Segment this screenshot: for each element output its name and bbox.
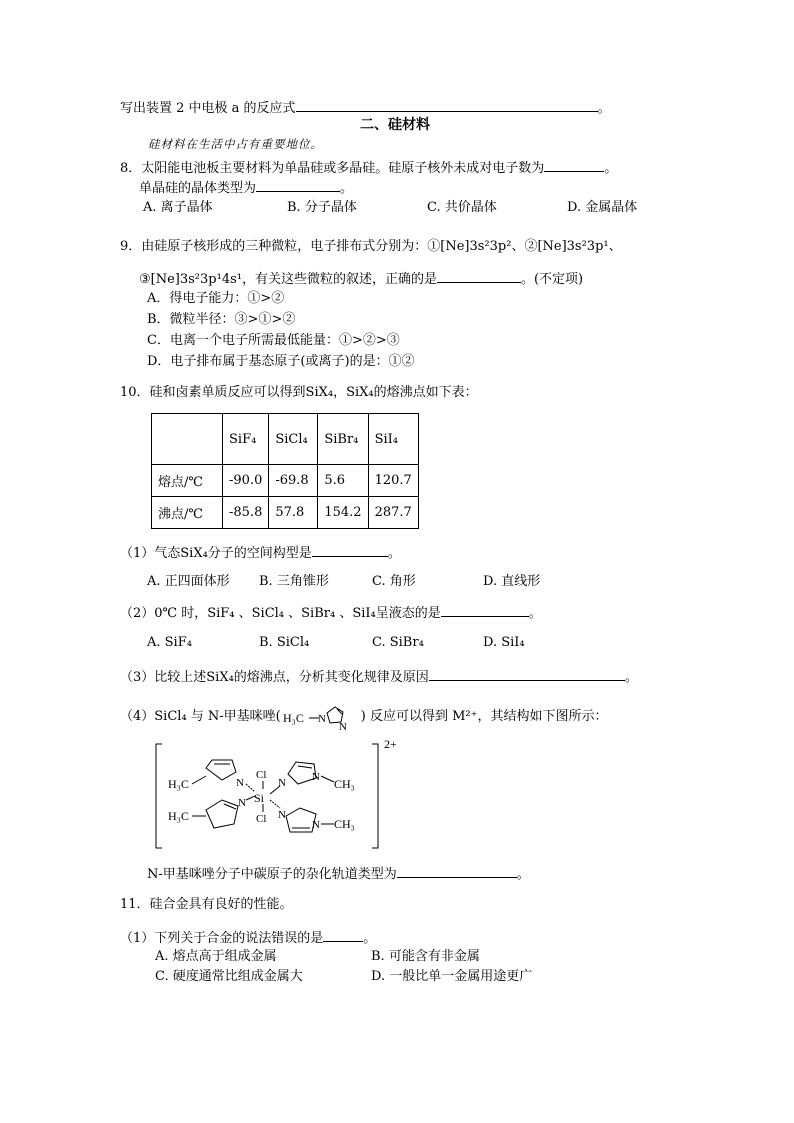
q10-sub4-question: [147, 864, 530, 884]
methyl-label: CH₃: [334, 777, 355, 791]
q11-sub1-blank[interactable]: [323, 928, 363, 942]
q9-option-b[interactable]: B．微粒半径：③>①>②: [147, 312, 296, 327]
q9-text: ③[Ne]3s²3p¹4s¹，有关这些微粒的叙述，正确的是: [139, 272, 437, 287]
n-label: N: [278, 809, 286, 821]
q10-sub2-blank[interactable]: [441, 603, 529, 617]
q10-sub2-option-b[interactable]: B. SiCl₄: [259, 635, 310, 650]
q10-sub1-text: （1）气态SiX₄分子的空间构型是: [120, 546, 312, 561]
table-cell: 154.2: [318, 497, 368, 529]
q11-option-a[interactable]: A. 熔点高于组成金属: [155, 949, 277, 964]
q10-sub2: [120, 603, 542, 623]
table-header-cell: SiI₄: [368, 414, 418, 465]
cl-label: Cl: [256, 769, 267, 781]
q10-sub1-option-c[interactable]: C. 角形: [372, 574, 416, 589]
methyl-label: H₃C: [168, 777, 189, 791]
table-cell: -85.8: [223, 497, 269, 529]
q11-option-d[interactable]: D. 一般比单一金属用途更广: [371, 969, 533, 984]
q8-blank-2[interactable]: [256, 178, 340, 192]
q10-line1: 10．硅和卤素单质反应可以得到SiX₄，SiX₄的熔沸点如下表：: [120, 385, 478, 400]
q9-option-d[interactable]: D．电子排布属于基态原子(或离子)的是：①②: [147, 354, 415, 369]
q8-end2: 。: [340, 181, 354, 196]
q10-sub3-end: 。: [624, 670, 638, 685]
q9-option-a[interactable]: A．得电子能力：①>②: [147, 291, 285, 306]
q10-sub3-text: （3）比较上述SiX₄的熔沸点，分析其变化规律及原因: [120, 670, 429, 685]
table-header-cell: SiCl₄: [269, 414, 318, 465]
section-note: 硅材料在生活中占有重要地位。: [148, 137, 323, 151]
device2-question: [120, 98, 611, 118]
q8-option-b[interactable]: B. 分子晶体: [287, 200, 357, 215]
q10-sub2-option-c[interactable]: C. SiBr₄: [372, 635, 424, 650]
table-cell: 287.7: [368, 497, 418, 529]
q8-option-c[interactable]: C. 共价晶体: [427, 200, 497, 215]
table-row: [152, 465, 419, 497]
melting-boiling-table: [151, 413, 419, 529]
n-label: N: [317, 712, 326, 725]
n-label: N: [238, 797, 246, 809]
q8-text2: 单晶硅的晶体类型为: [139, 181, 257, 196]
q9-end: 。(不定项): [520, 272, 584, 287]
table-cell: -69.8: [269, 465, 318, 497]
table-cell: 熔点/℃: [152, 465, 223, 497]
q8-line1: [120, 158, 617, 178]
n-label: N: [312, 819, 320, 831]
table-cell: 5.6: [318, 465, 368, 497]
q11-option-c[interactable]: C. 硬度通常比组成金属大: [155, 969, 303, 984]
table-header-cell: [152, 414, 223, 465]
q9-line1: 9．由硅原子核形成的三种微粒，电子排布式分别为：①[Ne]3s²3p²、②[Ne]3s²3p¹、: [120, 239, 622, 254]
q10-sub1-blank[interactable]: [312, 543, 388, 557]
table-header-row: [152, 414, 419, 465]
q10-sub1-option-a[interactable]: A. 正四面体形: [147, 574, 230, 589]
q9-blank[interactable]: [437, 269, 521, 283]
q10-sub3-blank[interactable]: [429, 667, 625, 681]
device2-answer-blank[interactable]: [296, 98, 598, 112]
cl-label: Cl: [256, 813, 267, 825]
table-cell: 57.8: [269, 497, 318, 529]
q10-sub4-text-b: ) 反应可以得到 M²⁺，其结构如下图所示：: [360, 709, 608, 724]
table-row: [152, 497, 419, 529]
q10-sub3: [120, 667, 638, 687]
n-methylimidazole-structure: [281, 701, 361, 731]
q9-line2: [139, 269, 583, 289]
q10-sub1-option-d[interactable]: D. 直线形: [483, 574, 541, 589]
m2-complex-structure: [150, 736, 400, 856]
q10-sub1-option-b[interactable]: B. 三角锥形: [259, 574, 329, 589]
q8-option-d[interactable]: D. 金属晶体: [567, 200, 638, 215]
q8-text: 8．太阳能电池板主要材料为单晶硅或多晶硅。硅原子核外未成对电子数为: [120, 161, 545, 176]
n-label: N: [278, 777, 286, 789]
charge-label: 2+: [384, 737, 397, 751]
q10-sub4: [120, 708, 608, 731]
q10-sub2-option-d[interactable]: D. SiI₄: [483, 635, 525, 650]
q10-sub4-end: 。: [516, 867, 530, 882]
q8-blank-1[interactable]: [544, 158, 604, 172]
table-cell: 120.7: [368, 465, 418, 497]
q11-line1: 11．硅合金具有良好的性能。: [120, 897, 293, 912]
q10-sub4-q-text: N-甲基咪唑分子中碳原子的杂化轨道类型为: [147, 867, 397, 882]
q11-sub1: [120, 928, 376, 948]
q11-sub1-end: 。: [363, 931, 377, 946]
device2-text: 写出装置 2 中电极 a 的反应式: [120, 101, 296, 116]
q8-line2: [139, 178, 353, 198]
n-label: N: [338, 720, 347, 731]
q10-sub1: [120, 543, 401, 563]
section-title: 二、硅材料: [360, 117, 430, 133]
q10-sub4-text-a: （4）SiCl₄ 与 N-甲基咪唑(: [120, 709, 281, 724]
q8-option-a[interactable]: A. 离子晶体: [143, 200, 213, 215]
methyl-label: H₃C: [282, 710, 304, 725]
table-header-cell: SiF₄: [223, 414, 269, 465]
q11-option-b[interactable]: B. 可能含有非金属: [371, 949, 480, 964]
q10-sub2-end: 。: [528, 606, 542, 621]
q9-option-c[interactable]: C．电离一个电子所需最低能量：①>②>③: [147, 333, 400, 348]
table-header-cell: SiBr₄: [318, 414, 368, 465]
si-label: Si: [254, 791, 265, 805]
device2-end: 。: [597, 101, 611, 116]
table-cell: -90.0: [223, 465, 269, 497]
q10-sub4-blank[interactable]: [397, 864, 517, 878]
q10-sub2-option-a[interactable]: A. SiF₄: [147, 635, 192, 650]
q10-sub1-end: 。: [387, 546, 401, 561]
q11-sub1-text: （1）下列关于合金的说法错误的是: [120, 931, 324, 946]
n-label: N: [312, 771, 320, 783]
q8-end1: 。: [604, 161, 618, 176]
methyl-label: H₃C: [168, 809, 189, 823]
methyl-label: CH₃: [334, 817, 355, 831]
n-label: N: [236, 777, 244, 789]
table-cell: 沸点/℃: [152, 497, 223, 529]
q10-sub2-text: （2）0℃ 时，SiF₄ 、SiCl₄ 、SiBr₄ 、SiI₄呈液态的是: [120, 606, 441, 621]
